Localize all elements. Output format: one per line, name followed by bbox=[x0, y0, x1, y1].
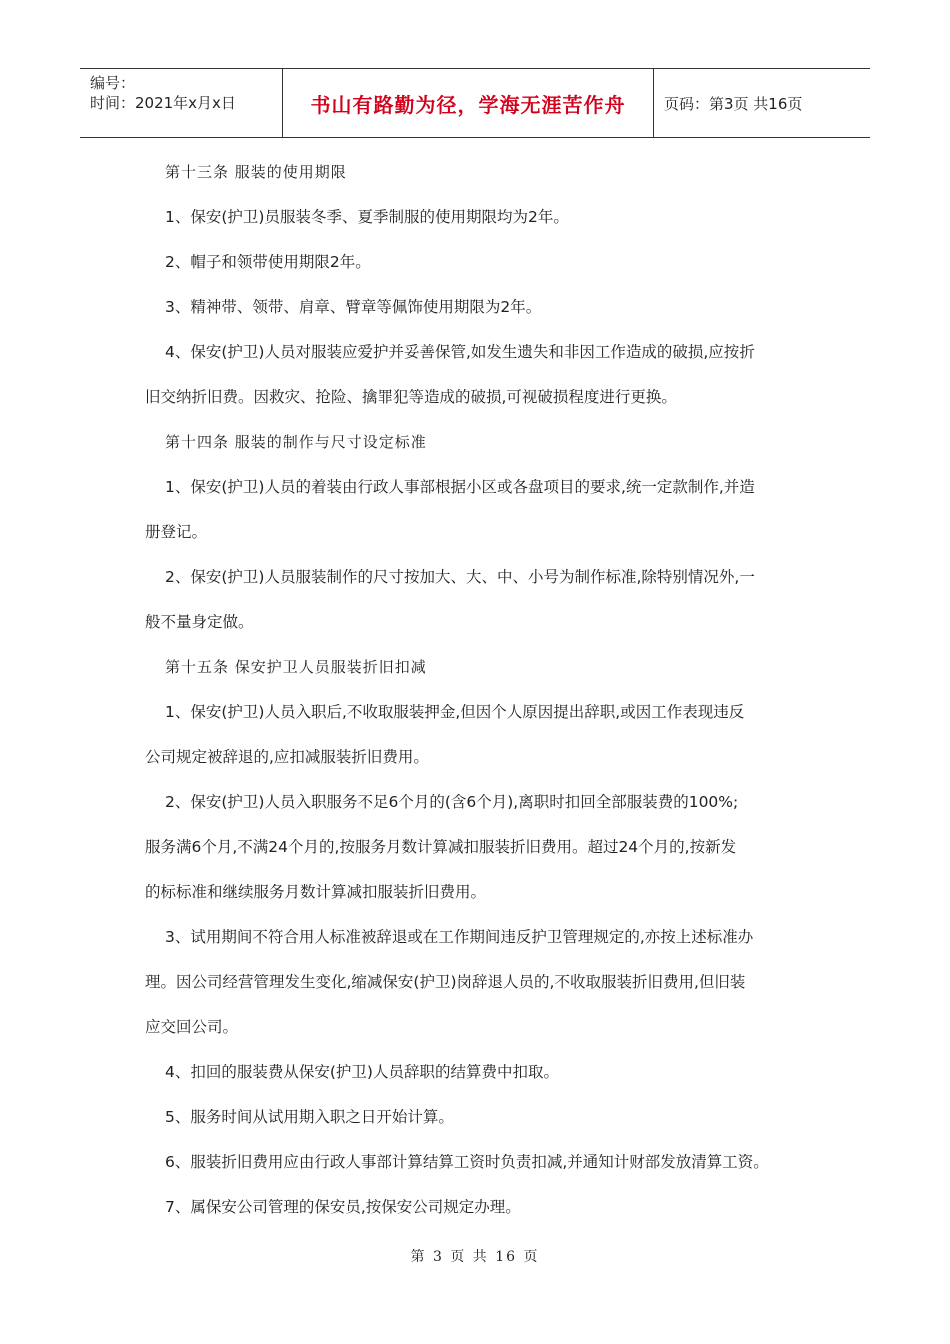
document-number: 编号： bbox=[90, 74, 136, 92]
paragraph-line: 1、保安(护卫)人员的着装由行政人事部根据小区或各盘项目的要求,统一定款制作,并造 bbox=[165, 478, 755, 496]
header-motto-cell bbox=[282, 69, 654, 137]
paragraph-line: 2、保安(护卫)人员服装制作的尺寸按加大、大、中、小号为制作标准,除特别情况外,一 bbox=[165, 568, 755, 586]
header-page-number: 页码：第3页 共16页 bbox=[664, 94, 803, 113]
paragraph-line: 3、精神带、领带、肩章、臂章等佩饰使用期限为2年。 bbox=[165, 298, 542, 316]
document-date: 时间：2021年x月x日 bbox=[90, 94, 236, 112]
document-body bbox=[145, 150, 810, 1230]
paragraph-line: 1、保安(护卫)员服装冬季、夏季制服的使用期限均为2年。 bbox=[165, 208, 569, 226]
paragraph-line: 2、帽子和领带使用期限2年。 bbox=[165, 253, 371, 271]
page-header bbox=[80, 68, 870, 138]
article-heading: 第十三条 服装的使用期限 bbox=[165, 163, 347, 181]
article-heading: 第十五条 保安护卫人员服装折旧扣减 bbox=[165, 658, 427, 676]
paragraph-line: 3、试用期间不符合用人标准被辞退或在工作期间违反护卫管理规定的,亦按上述标准办 bbox=[165, 928, 754, 946]
paragraph-line: 1、保安(护卫)人员入职后,不收取服装押金,但因个人原因提出辞职,或因工作表现违反 bbox=[165, 703, 745, 721]
paragraph-line: 旧交纳折旧费。因救灾、抢险、擒罪犯等造成的破损,可视破损程度进行更换。 bbox=[145, 388, 677, 406]
paragraph-line: 6、服装折旧费用应由行政人事部计算结算工资时负责扣减,并通知计财部发放清算工资。 bbox=[165, 1153, 769, 1171]
paragraph-line: 服务满6个月,不满24个月的,按服务月数计算减扣服装折旧费用。超过24个月的,按新发 bbox=[145, 838, 737, 856]
paragraph-line: 2、保安(护卫)人员入职服务不足6个月的(含6个月),离职时扣回全部服装费的100%; bbox=[165, 793, 739, 811]
page-footer: 第 3 页 共 16 页 bbox=[410, 1249, 540, 1265]
paragraph-line: 4、保安(护卫)人员对服装应爱护并妥善保管,如发生遗失和非因工作造成的破损,应按折 bbox=[165, 343, 755, 361]
paragraph-line: 5、服务时间从试用期入职之日开始计算。 bbox=[165, 1108, 454, 1126]
header-page-cell bbox=[654, 69, 870, 137]
paragraph-line: 4、扣回的服装费从保安(护卫)人员辞职的结算费中扣取。 bbox=[165, 1063, 559, 1081]
paragraph-line: 的标标准和继续服务月数计算减扣服装折旧费用。 bbox=[145, 883, 487, 901]
paragraph-line: 理。因公司经营管理发生变化,缩减保安(护卫)岗辞退人员的,不收取服装折旧费用,但旧装 bbox=[145, 973, 746, 991]
paragraph-line: 7、属保安公司管理的保安员,按保安公司规定办理。 bbox=[165, 1198, 521, 1216]
paragraph-line: 般不量身定做。 bbox=[145, 613, 254, 631]
article-heading: 第十四条 服装的制作与尺寸设定标准 bbox=[165, 433, 427, 451]
header-meta bbox=[80, 69, 282, 137]
paragraph-line: 公司规定被辞退的,应扣减服装折旧费用。 bbox=[145, 748, 429, 766]
paragraph-line: 应交回公司。 bbox=[145, 1018, 239, 1036]
paragraph-line: 册登记。 bbox=[145, 523, 208, 541]
header-motto: 书山有路勤为径，学海无涯苦作舟 bbox=[310, 92, 626, 117]
